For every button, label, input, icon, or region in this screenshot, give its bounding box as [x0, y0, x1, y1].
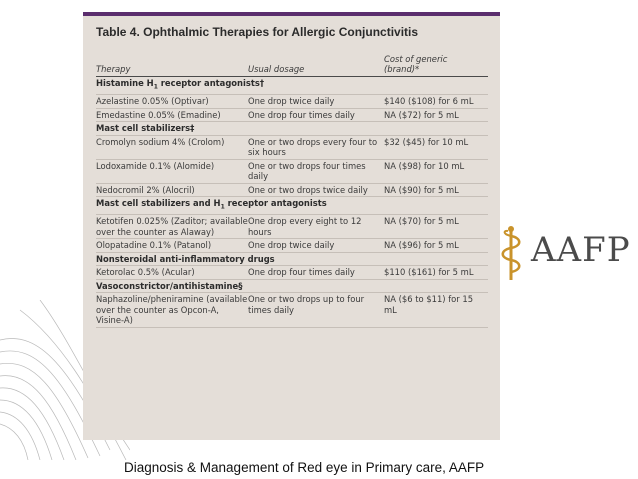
cell-cost: $140 ($108) for 6 mL — [384, 95, 488, 109]
caduceus-icon — [500, 224, 530, 282]
table-body — [96, 77, 488, 328]
cell-therapy: Emedastine 0.05% (Emadine) — [96, 108, 248, 122]
table-row — [96, 108, 488, 122]
table-row — [96, 215, 488, 239]
cell-dosage: One drop four times daily — [248, 108, 384, 122]
cell-therapy: Azelastine 0.05% (Optivar) — [96, 95, 248, 109]
cell-cost: $110 ($161) for 5 mL — [384, 266, 488, 280]
table-header-row — [96, 54, 488, 77]
cell-dosage: One drop four times daily — [248, 266, 384, 280]
cell-dosage: One or two drops twice daily — [248, 183, 384, 197]
header-therapy: Therapy — [96, 54, 248, 77]
cell-therapy: Ketorolac 0.5% (Acular) — [96, 266, 248, 280]
section-header-row — [96, 279, 488, 293]
section-label — [96, 122, 488, 136]
table-row — [96, 239, 488, 253]
section-label — [96, 197, 488, 215]
header-cost-line2: (brand)* — [384, 64, 420, 74]
cell-dosage: One or two drops four times daily — [248, 159, 384, 183]
logo-text: AAFP — [531, 230, 631, 270]
table-row — [96, 135, 488, 159]
header-cost-line1: Cost of generic — [384, 54, 448, 64]
cell-cost: NA ($6 to $11) for 15 mL — [384, 293, 488, 328]
section-label-main: Vasoconstrictor/antihistamine§ — [96, 280, 243, 291]
table-title: Table 4. Ophthalmic Therapies for Allergic Conjunctivitis — [96, 25, 419, 39]
section-label — [96, 279, 488, 293]
cell-cost: NA ($96) for 5 mL — [384, 239, 488, 253]
cell-cost: NA ($70) for 5 mL — [384, 215, 488, 239]
cell-dosage: One or two drops every four to six hours — [248, 135, 384, 159]
section-label-subscript: 1 — [220, 203, 225, 211]
section-label-rest: receptor antagonists† — [157, 78, 265, 88]
section-label — [96, 252, 488, 266]
cell-dosage: One drop every eight to 12 hours — [248, 215, 384, 239]
cell-therapy: Lodoxamide 0.1% (Alomide) — [96, 159, 248, 183]
section-header-row — [96, 197, 488, 215]
cell-dosage: One or two drops up to four times daily — [248, 293, 384, 328]
table-row — [96, 95, 488, 109]
header-dosage: Usual dosage — [248, 54, 384, 77]
cell-cost: $32 ($45) for 10 mL — [384, 135, 488, 159]
cell-therapy: Cromolyn sodium 4% (Crolom) — [96, 135, 248, 159]
therapy-table-card — [83, 12, 500, 440]
cell-dosage: One drop twice daily — [248, 95, 384, 109]
table-row — [96, 266, 488, 280]
table-row — [96, 293, 488, 328]
cell-dosage: One drop twice daily — [248, 239, 384, 253]
section-label-main: Histamine H — [96, 78, 154, 88]
table-row — [96, 159, 488, 183]
section-header-row — [96, 252, 488, 266]
section-label-rest: receptor antagonists — [224, 198, 327, 209]
table-row — [96, 183, 488, 197]
cell-therapy: Ketotifen 0.025% (Zaditor; available over the counter as Alaway) — [96, 216, 248, 237]
aafp-logo — [500, 224, 638, 284]
cell-cost: NA ($90) for 5 mL — [384, 183, 488, 197]
accent-bar — [83, 12, 500, 16]
header-cost — [384, 54, 488, 77]
section-header-row — [96, 122, 488, 136]
therapy-table — [96, 54, 488, 328]
section-header-row — [96, 77, 488, 95]
section-label-main: Nonsteroidal anti-inflammatory drugs — [96, 253, 275, 264]
section-label-subscript: 1 — [153, 83, 158, 91]
cell-therapy: Olopatadine 0.1% (Patanol) — [96, 239, 248, 253]
cell-cost: NA ($98) for 10 mL — [384, 159, 488, 183]
cell-therapy: Nedocromil 2% (Alocril) — [96, 183, 248, 197]
slide-caption: Diagnosis & Management of Red eye in Primary care, AAFP — [124, 460, 485, 475]
section-label — [96, 77, 488, 95]
cell-cost: NA ($72) for 5 mL — [384, 108, 488, 122]
cell-therapy: Naphazoline/pheniramine (available over the counter as Opcon-A, Visine-A) — [96, 294, 248, 326]
section-label-main: Mast cell stabilizers and H — [96, 198, 221, 209]
section-label-main: Mast cell stabilizers‡ — [96, 123, 195, 134]
